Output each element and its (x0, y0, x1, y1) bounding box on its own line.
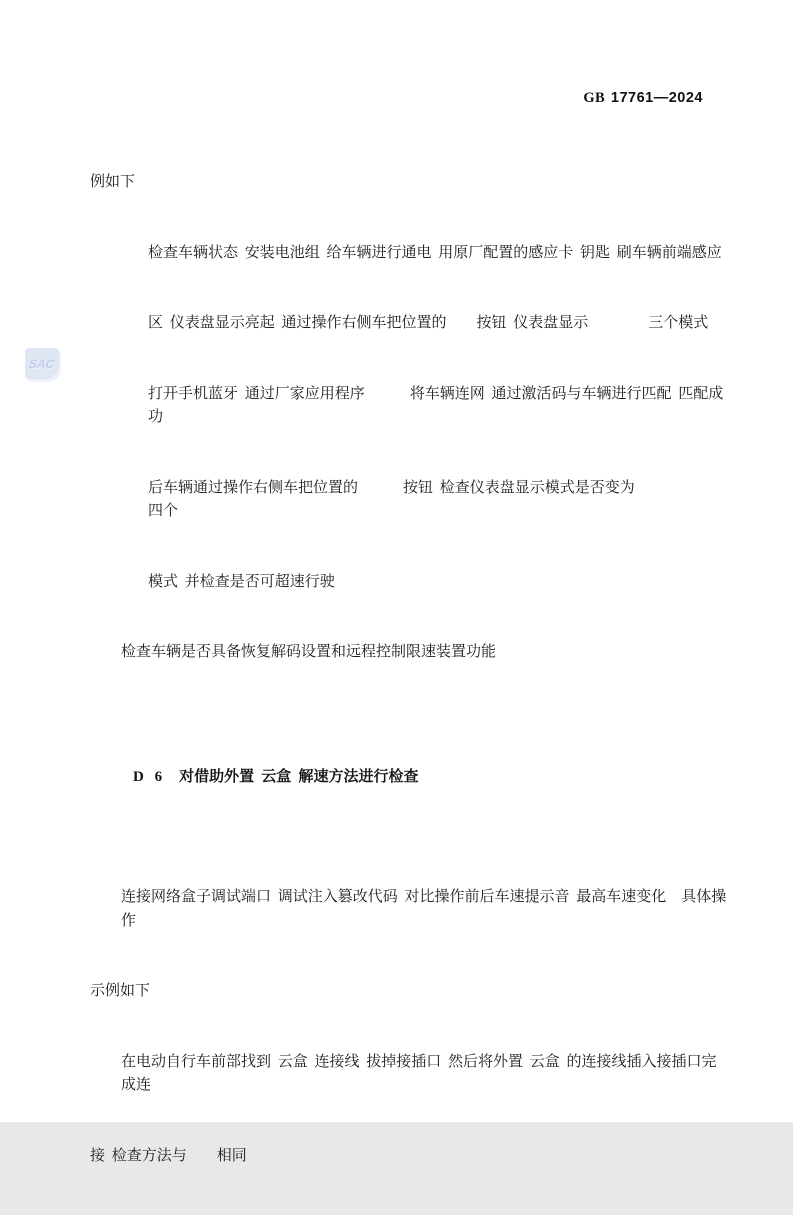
text-line-step: 模式 并检查是否可超速行驶 (148, 573, 335, 590)
text-line-step: 打开手机蓝牙 通过厂家应用程序 将车辆连网 通过激活码与车辆进行匹配 匹配成功 (148, 385, 724, 425)
text-line-step: 检查车辆状态 安装电池组 给车辆进行通电 用原厂配置的感应卡 钥匙 刷车辆前端感应 (148, 244, 722, 261)
text-line-check: 检查车辆是否具备恢复解码设置和远程控制限速装置功能 (121, 644, 497, 660)
clause-number: D 6 (133, 768, 165, 785)
text-line-para: 连接网络盒子调试端口 调试注入篡改代码 对比操作前后车速提示音 最高车速变化 具体操作 (121, 889, 727, 929)
sac-watermark-label: SAC (28, 356, 56, 371)
clause-heading (90, 741, 730, 813)
sac-watermark (25, 348, 59, 379)
standard-number (0, 90, 703, 107)
text-line-para: 在电动自行车前部找到 云盒 连接线 拔掉接插口 然后将外置 云盒 的连接线插入接插口完成连 (121, 1053, 717, 1093)
text-line-step: 区 仪表盘显示亮起 通过操作右侧车把位置的 按钮 仪表盘显示 三个模式 (148, 315, 709, 331)
document-body (90, 124, 730, 1215)
text-line-intro: 例如下 (90, 174, 136, 190)
text-line-step: 后车辆通过操作右侧车把位置的 按钮 检查仪表盘显示模式是否变为 四个 (148, 479, 725, 519)
standard-code: 17761—2024 (610, 90, 703, 106)
text-line-para: 接 检查方法与 相同 (90, 1147, 247, 1164)
text-line-para: 示例如下 (90, 983, 151, 999)
clause-title: 对借助外置 云盒 解速方法进行检查 (179, 767, 419, 785)
standard-prefix: GB (583, 90, 605, 106)
